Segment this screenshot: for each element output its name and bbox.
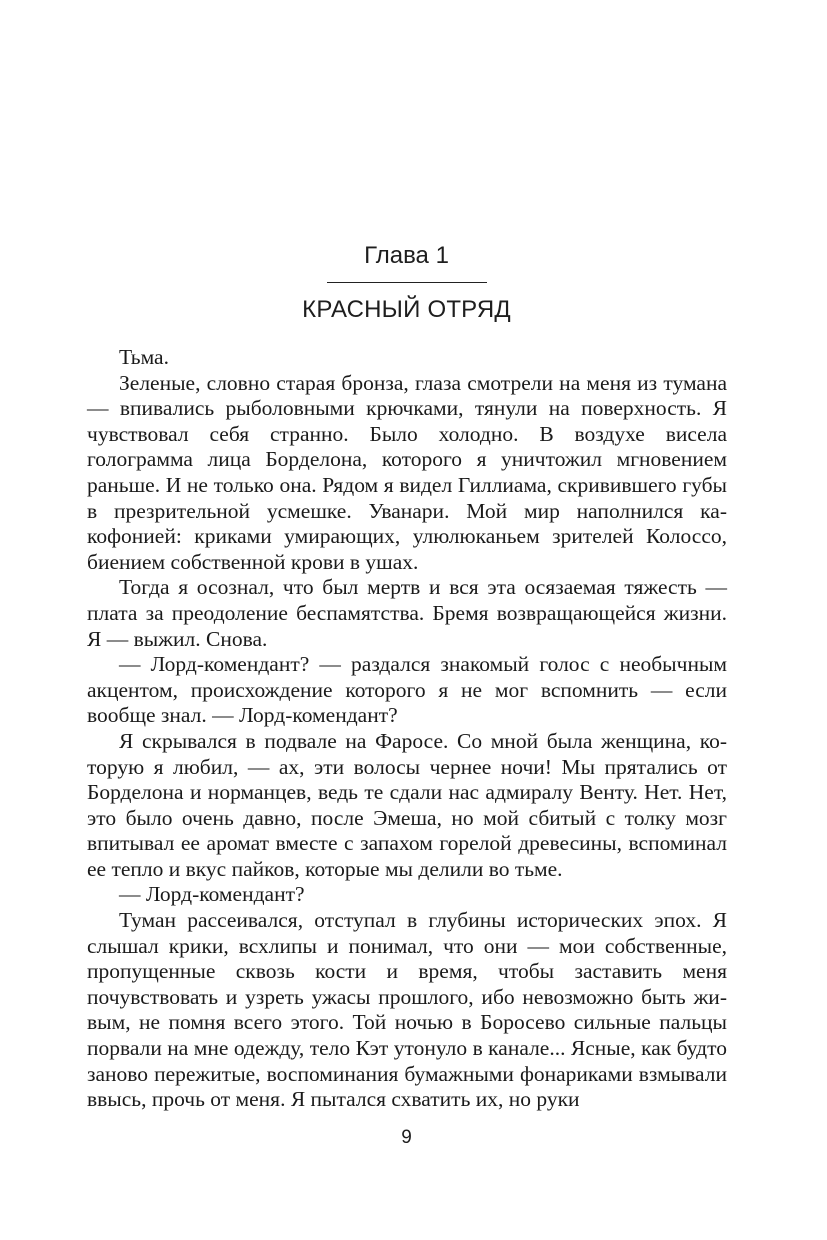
paragraph: — Лорд-комендант? — раздался знакомый голос с необычным акцентом, происхождение которого я не мог вспомнить — если вообще знал. — Лорд-комендант? — [87, 652, 727, 728]
paragraph: Тьма. — [119, 345, 169, 369]
paragraph: — Лорд-комендант? — [119, 882, 305, 907]
chapter-divider — [327, 282, 487, 283]
chapter-label: Глава 1 — [364, 242, 449, 269]
paragraph: Тогда я осознал, что был мертв и вся эта осязаемая тяжесть — плата за преодоление беспамятства. Бремя возвращающейся жизни. Я — выжил. Снова. — [87, 575, 727, 651]
paragraph: Зеленые, словно старая бронза, глаза смотрели на меня из тумана — впивались рыболовными крючками, тянули на поверхность. Я чувствовал себя странно. Было холодно. В воздухе висела голограмма лица Борделона, которого я уничтожил мгновением раньше. И не только она. Рядом я видел Гиллиама, скривившего губы в презрительной усмешке. Уванари. Мой мир наполнился какофонией: криками умирающих, улюлюканьем зрителей Колоссо, биением собственной крови в ушах. — [87, 370, 727, 574]
chapter-body — [87, 345, 727, 1113]
chapter-title: КРАСНЫЙ ОТРЯД — [302, 296, 511, 323]
paragraph: Туман рассеивался, отступал в глубины исторических эпох. Я слышал крики, всхлипы и понимал, что они — мои собственные, пропущенные сквозь кости и время, чтобы заставить меня почувствовать и узреть ужасы прошлого, ибо невозможно быть живым, не помня всего этого. Той ночью в Боросево сильные пальцы порвали на мне одежду, тело Кэт утонуло в канале... Ясные, как будто заново пережитые, воспоминания бумажными фонариками взмывали ввысь, прочь от меня. Я пытался схватить их, но руки — [87, 908, 727, 1112]
page-number: 9 — [401, 1127, 412, 1148]
paragraph: Я скрывался в подвале на Фаросе. Со мной была женщина, которую я любил, — ах, эти волосы чернее ночи! Мы прятались от Борделона и норманцев, ведь те сдали нас адмиралу Венту. Нет. Нет, это было очень давно, после Эмеша, но мой сбитый с толку мозг впитывал ее аромат вместе с запахом горелой древесины, вспоминал ее тепло и вкус пайков, которые мы делили во тьме. — [87, 728, 727, 881]
